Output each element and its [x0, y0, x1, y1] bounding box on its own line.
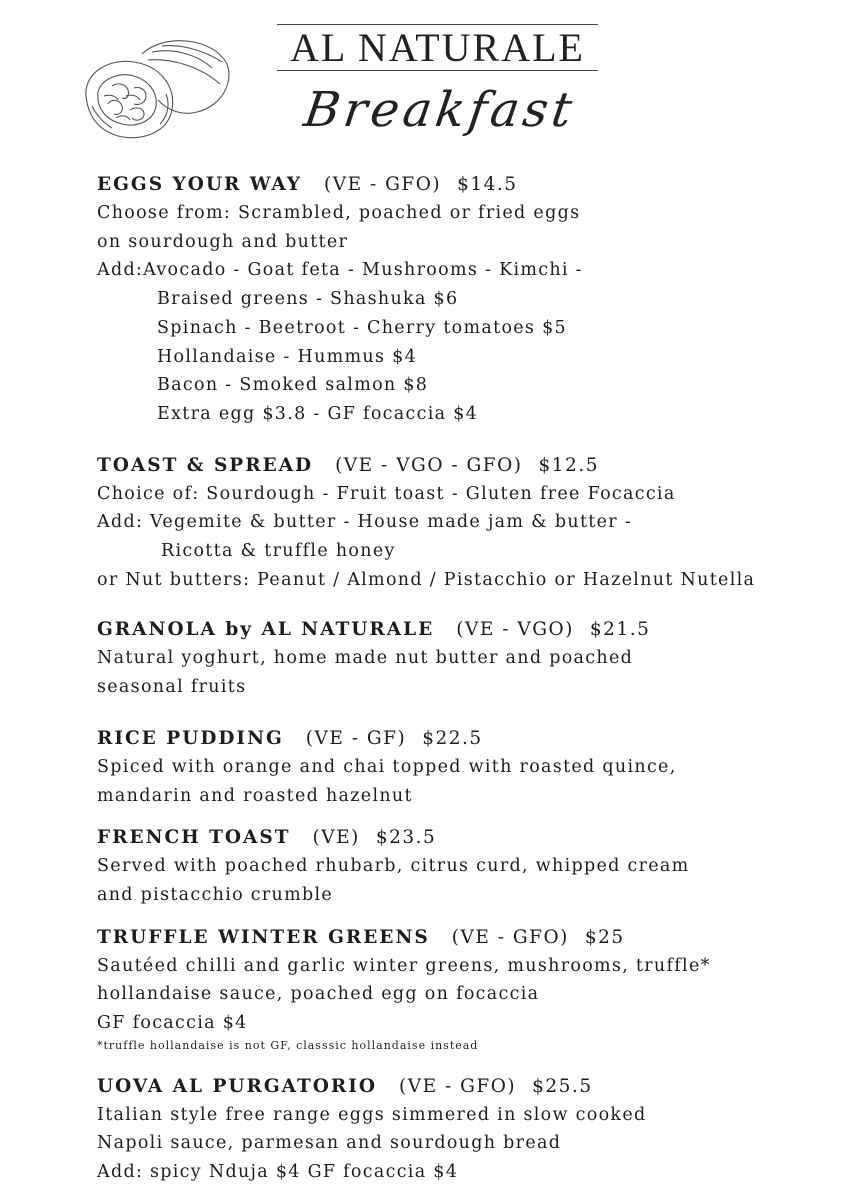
menu-item	[97, 1072, 837, 1187]
item-price: $14.5	[457, 174, 518, 195]
item-description-line: mandarin and roasted hazelnut	[97, 785, 413, 806]
header-bottom-rule	[277, 70, 598, 71]
menu-item	[97, 724, 837, 810]
item-price: $25.5	[532, 1075, 593, 1097]
menu-item	[97, 170, 837, 429]
item-description-line: seasonal fruits	[97, 677, 247, 698]
item-name: UOVA AL PURGATORIO	[97, 1075, 378, 1097]
item-price: $21.5	[589, 619, 651, 641]
menu-item	[97, 923, 837, 1053]
item-description-line: Natural yoghurt, home made nut butter and poached	[97, 648, 634, 669]
item-description-line: Braised greens - Shashuka $6	[157, 289, 459, 310]
menu-item-title	[97, 615, 837, 644]
item-description-line: Spiced with orange and chai topped with roasted quince,	[97, 756, 677, 777]
item-dietary-tags: (VE - GF)	[305, 727, 407, 749]
item-description-line: Add:Avocado - Goat feta - Mushrooms - Kimchi -	[97, 260, 583, 281]
item-description-line: GF focaccia $4	[97, 1013, 248, 1034]
item-description-line: Italian style free range eggs simmered in slow cooked	[97, 1104, 647, 1125]
item-footnote: *truffle hollandaise is not GF, classsic hollandaise instead	[97, 1038, 479, 1052]
item-name: RICE PUDDING	[97, 727, 284, 749]
item-description-line: Ricotta & truffle honey	[161, 541, 396, 562]
menu-item-title	[97, 170, 837, 199]
walnut-illustration	[82, 34, 232, 144]
item-description-line: Bacon - Smoked salmon $8	[157, 375, 429, 396]
item-dietary-tags: (VE - VGO - GFO)	[335, 454, 523, 476]
item-description-line: Extra egg $3.8 - GF focaccia $4	[157, 403, 479, 424]
item-dietary-tags: (VE - GFO)	[399, 1075, 517, 1097]
item-name: TOAST & SPREAD	[97, 454, 314, 476]
menu-list	[97, 170, 837, 1187]
item-description-line: Choice of: Sourdough - Fruit toast - Gluten free Focaccia	[97, 483, 676, 504]
menu-item-title	[97, 724, 837, 753]
item-name: GRANOLA by AL NATURALE	[97, 619, 435, 641]
item-price: $22.5	[422, 727, 483, 749]
item-description-line: Napoli sauce, parmesan and sourdough bread	[97, 1133, 562, 1154]
item-description-line: Spinach - Beetroot - Cherry tomatoes $5	[157, 317, 567, 338]
item-description-line: or Nut butters: Peanut / Almond / Pistacchio or Hazelnut Nutella	[97, 569, 756, 590]
brand-title: AL NATURALE	[290, 25, 585, 70]
item-dietary-tags: (VE)	[312, 827, 360, 849]
item-description-line: on sourdough and butter	[97, 231, 349, 252]
item-name: FRENCH TOAST	[97, 827, 291, 849]
menu-subtitle: Breakfast	[300, 82, 580, 138]
item-description-line: Choose from: Scrambled, poached or fried eggs	[97, 203, 581, 223]
item-description-line: Add: Vegemite & butter - House made jam & butter -	[97, 512, 633, 533]
menu-item-title	[97, 923, 837, 952]
item-dietary-tags: (VE - VGO)	[456, 619, 574, 641]
item-price: $12.5	[538, 454, 599, 476]
item-description-line: hollandaise sauce, poached egg on focaccia	[97, 984, 540, 1005]
item-description-line: and pistacchio crumble	[97, 884, 334, 905]
item-price: $23.5	[375, 827, 437, 849]
menu-item	[97, 615, 837, 701]
item-description-line: Served with poached rhubarb, citrus curd, whipped cream	[97, 856, 690, 877]
item-description-line: Add: spicy Nduja $4 GF focaccia $4	[97, 1162, 459, 1183]
menu-item-title	[97, 451, 837, 480]
item-description-line: Sautéed chilli and garlic winter greens, mushrooms, truffle*	[97, 955, 711, 976]
menu-item	[97, 451, 837, 595]
item-description-line: Hollandaise - Hummus $4	[157, 346, 418, 367]
item-dietary-tags: (VE - GFO)	[451, 926, 569, 948]
item-name: TRUFFLE WINTER GREENS	[97, 926, 430, 948]
item-dietary-tags: (VE - GFO)	[324, 174, 442, 195]
item-name: EGGS YOUR WAY	[97, 174, 303, 195]
menu-item-title	[97, 823, 837, 852]
menu-item	[97, 823, 837, 909]
menu-item-title	[97, 1072, 837, 1101]
item-price: $25	[584, 926, 625, 948]
